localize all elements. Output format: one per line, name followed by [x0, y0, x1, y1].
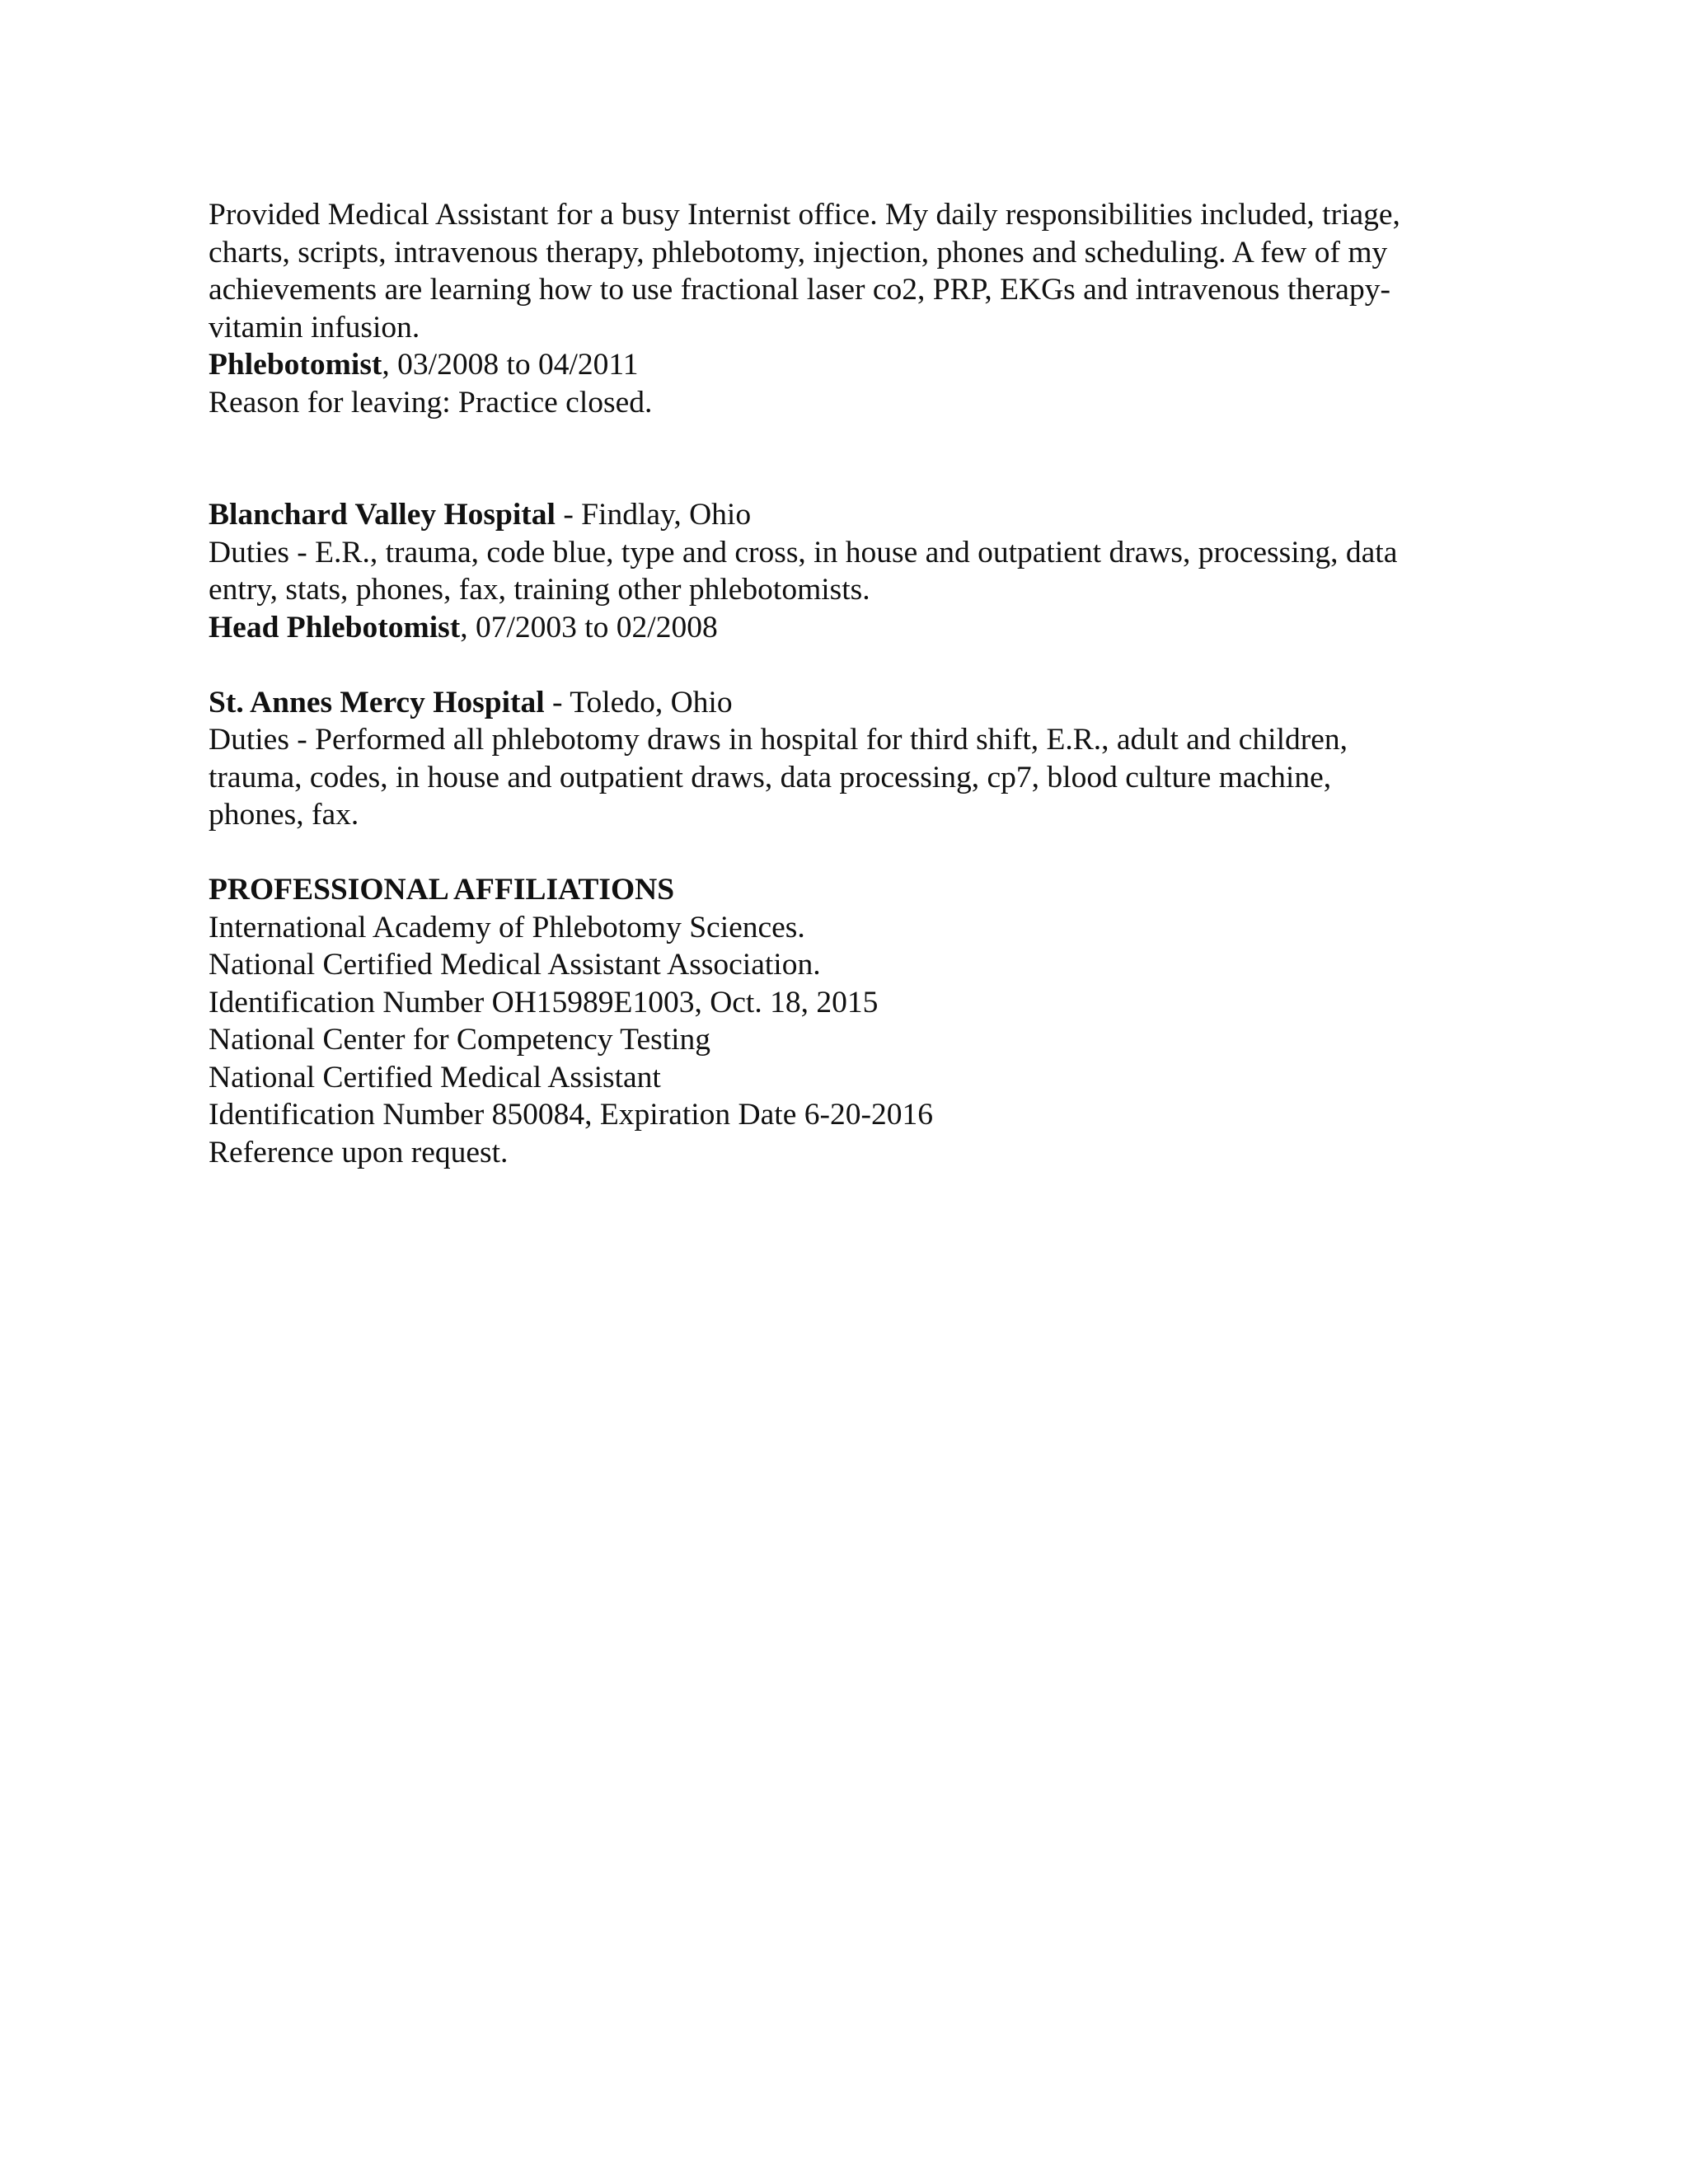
affiliations-section	[209, 871, 1494, 1171]
intro-title: Phlebotomist	[209, 348, 382, 382]
job-title: Head Phlebotomist	[209, 610, 461, 644]
job-employer: Blanchard Valley Hospital	[209, 498, 556, 532]
section-spacer	[209, 646, 1494, 684]
job-entry-blanchard	[209, 496, 1494, 646]
job-position	[209, 609, 1494, 647]
affiliation-line: Identification Number OH15989E1003, Oct. 18, 2015	[209, 985, 879, 1019]
job-duties: Duties - E.R., trauma, code blue, type and cross, in house and outpatient draws, processing, data entry, stats, phones, fax, training other phlebotomists.	[209, 535, 1398, 607]
affiliations-heading: PROFESSIONAL AFFILIATIONS	[209, 873, 675, 907]
intro-reason: Reason for leaving: Practice closed.	[209, 385, 653, 419]
job-dates: , 07/2003 to 02/2008	[460, 610, 718, 644]
job-duties: Duties - Performed all phlebotomy draws in hospital for third shift, E.R., adult and children, trauma, codes, in house and outpatient draws, data processing, cp7, blood culture machine, phones, fax.	[209, 723, 1348, 832]
affiliation-line: National Certified Medical Assistant Association.	[209, 948, 821, 982]
intro-description: Provided Medical Assistant for a busy Internist office. My daily responsibilities included, triage, charts, scripts, intravenous therapy, phlebotomy, injection, phones and scheduling. A few of my achievements are learning how to use fractional laser co2, PRP, EKGs and intravenous therapy-vitamin infusion.	[209, 198, 1400, 344]
resume-content	[209, 196, 1494, 1171]
section-spacer	[209, 421, 1494, 496]
affiliation-line: National Center for Competency Testing	[209, 1023, 711, 1057]
job-employer: St. Annes Mercy Hospital	[209, 685, 545, 719]
affiliation-line: Identification Number 850084, Expiration Date 6-20-2016	[209, 1098, 933, 1132]
affiliation-line: National Certified Medical Assistant	[209, 1060, 661, 1094]
job-header	[209, 684, 1494, 722]
job-location: - Toledo, Ohio	[544, 685, 733, 719]
affiliation-line: Reference upon request.	[209, 1135, 509, 1169]
affiliation-line: International Academy of Phlebotomy Sciences.	[209, 910, 805, 944]
section-spacer	[209, 834, 1494, 872]
intro-dates: , 03/2008 to 04/2011	[382, 348, 639, 382]
job-header	[209, 496, 1494, 534]
job-location: - Findlay, Ohio	[555, 498, 752, 532]
intro-position	[209, 346, 1494, 384]
job-entry-st-annes	[209, 684, 1494, 834]
